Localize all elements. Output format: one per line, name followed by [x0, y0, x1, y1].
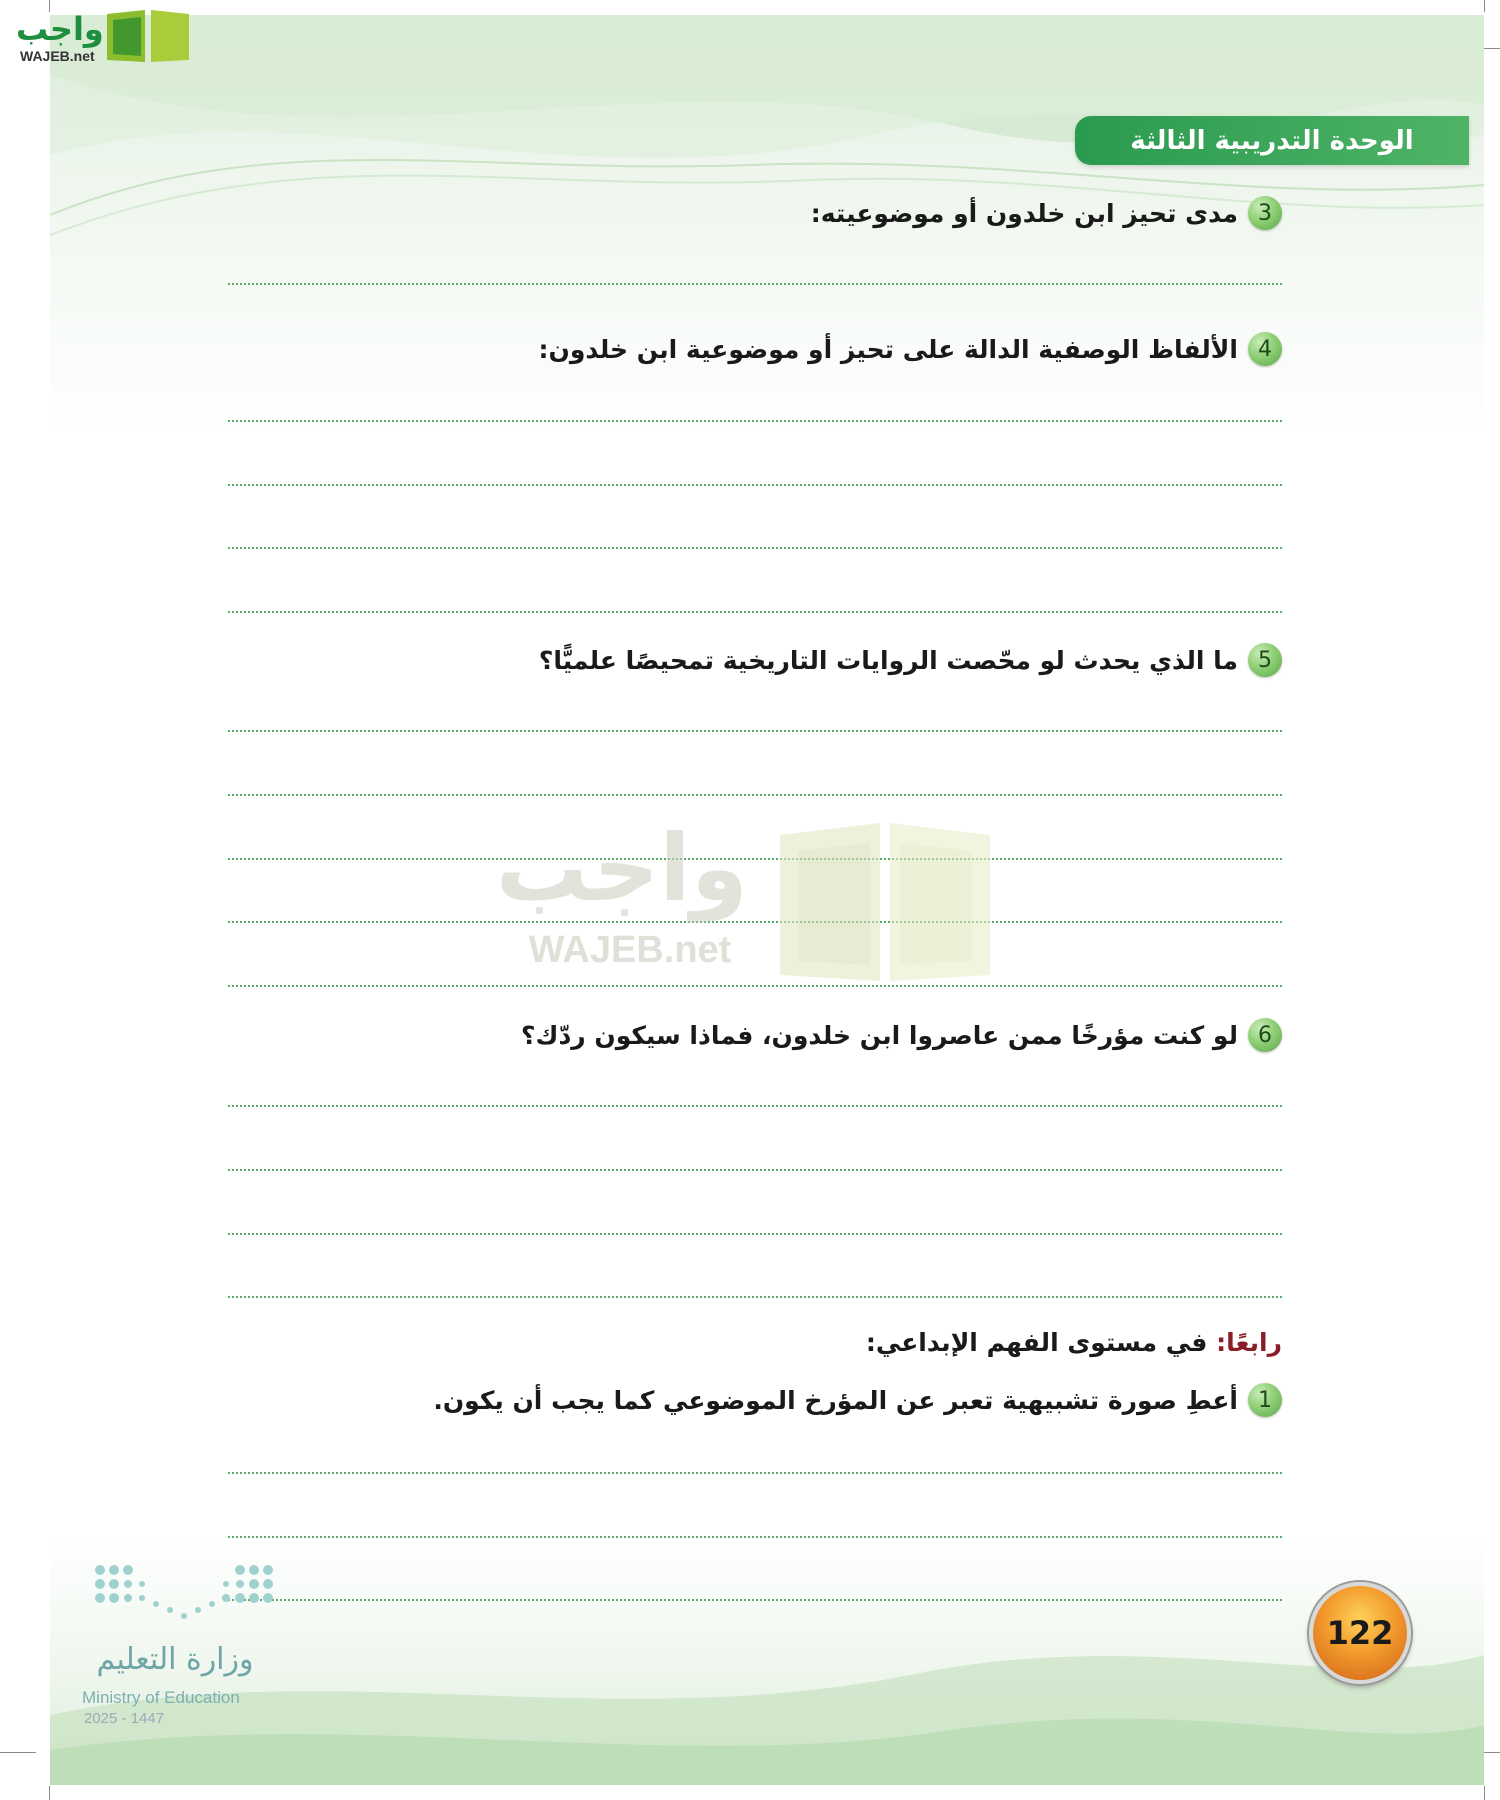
section-title: في مستوى الفهم الإبداعي: [865, 1328, 1208, 1357]
answer-line[interactable] [228, 985, 1282, 987]
answer-line[interactable] [228, 1233, 1282, 1235]
answer-line[interactable] [228, 1105, 1282, 1107]
question-number-badge: 3 [1248, 196, 1282, 230]
ministry-english: Ministry of Education [82, 1688, 240, 1707]
answer-line[interactable] [228, 1472, 1282, 1474]
ministry-arabic: وزارة التعليم [96, 1642, 254, 1677]
answer-line[interactable] [228, 611, 1282, 613]
crop-mark [1484, 0, 1485, 12]
question-number-badge: 5 [1248, 643, 1282, 677]
ministry-dots-icon [90, 1560, 280, 1630]
logo-latin: WAJEB.net [20, 48, 95, 64]
page-number: 122 [1326, 1614, 1394, 1652]
ministry-year: 2025 - 1447 [84, 1710, 165, 1727]
answer-line[interactable] [228, 420, 1282, 422]
unit-title: الوحدة التدريبية الثالثة [1130, 125, 1414, 156]
watermark-book-icon [772, 815, 998, 985]
logo-arabic: واجب [16, 10, 104, 48]
question-text: ما الذي يحدث لو محّصت الروايات التاريخية تمحيصًا علميًّا؟ [538, 645, 1238, 675]
question-6 [521, 1018, 1282, 1052]
watermark-arabic: واجب [495, 815, 748, 922]
question-text: مدى تحيز ابن خلدون أو موضوعيته: [810, 198, 1238, 228]
question-text: لو كنت مؤرخًا ممن عاصروا ابن خلدون، فماذا سيكون ردّك؟ [521, 1020, 1238, 1050]
answer-line[interactable] [228, 484, 1282, 486]
answer-line[interactable] [228, 1169, 1282, 1171]
crop-mark [1484, 1786, 1485, 1800]
answer-line[interactable] [228, 283, 1282, 285]
answer-line[interactable] [228, 730, 1282, 732]
answer-line[interactable] [228, 794, 1282, 796]
crop-mark [49, 1786, 50, 1800]
question-text: أعطِ صورة تشبيهية تعبر عن المؤرخ الموضوعي كما يجب أن يكون. [433, 1385, 1238, 1415]
answer-line[interactable] [228, 1599, 1282, 1601]
question-number-badge: 1 [1248, 1383, 1282, 1417]
wajeb-logo [8, 6, 190, 66]
answer-line[interactable] [228, 547, 1282, 549]
watermark-latin: WAJEB.net [528, 929, 732, 971]
section-heading [866, 1328, 1282, 1357]
book-icon [103, 6, 193, 66]
page-number-badge [1309, 1582, 1411, 1684]
crop-mark [0, 1752, 36, 1753]
unit-title-tab [1075, 116, 1469, 165]
question-4 [539, 332, 1282, 366]
ministry-logo [80, 1560, 280, 1730]
answer-line[interactable] [228, 1296, 1282, 1298]
question-3 [811, 196, 1282, 230]
answer-line[interactable] [228, 1536, 1282, 1538]
question-text: الألفاظ الوصفية الدالة على تحيز أو موضوعية ابن خلدون: [538, 334, 1238, 364]
question-number-badge: 6 [1248, 1018, 1282, 1052]
creative-question-1 [433, 1383, 1282, 1417]
question-5 [539, 643, 1282, 677]
question-number-badge: 4 [1248, 332, 1282, 366]
wajeb-watermark [495, 815, 998, 985]
section-label: رابعًا: [1216, 1328, 1282, 1357]
